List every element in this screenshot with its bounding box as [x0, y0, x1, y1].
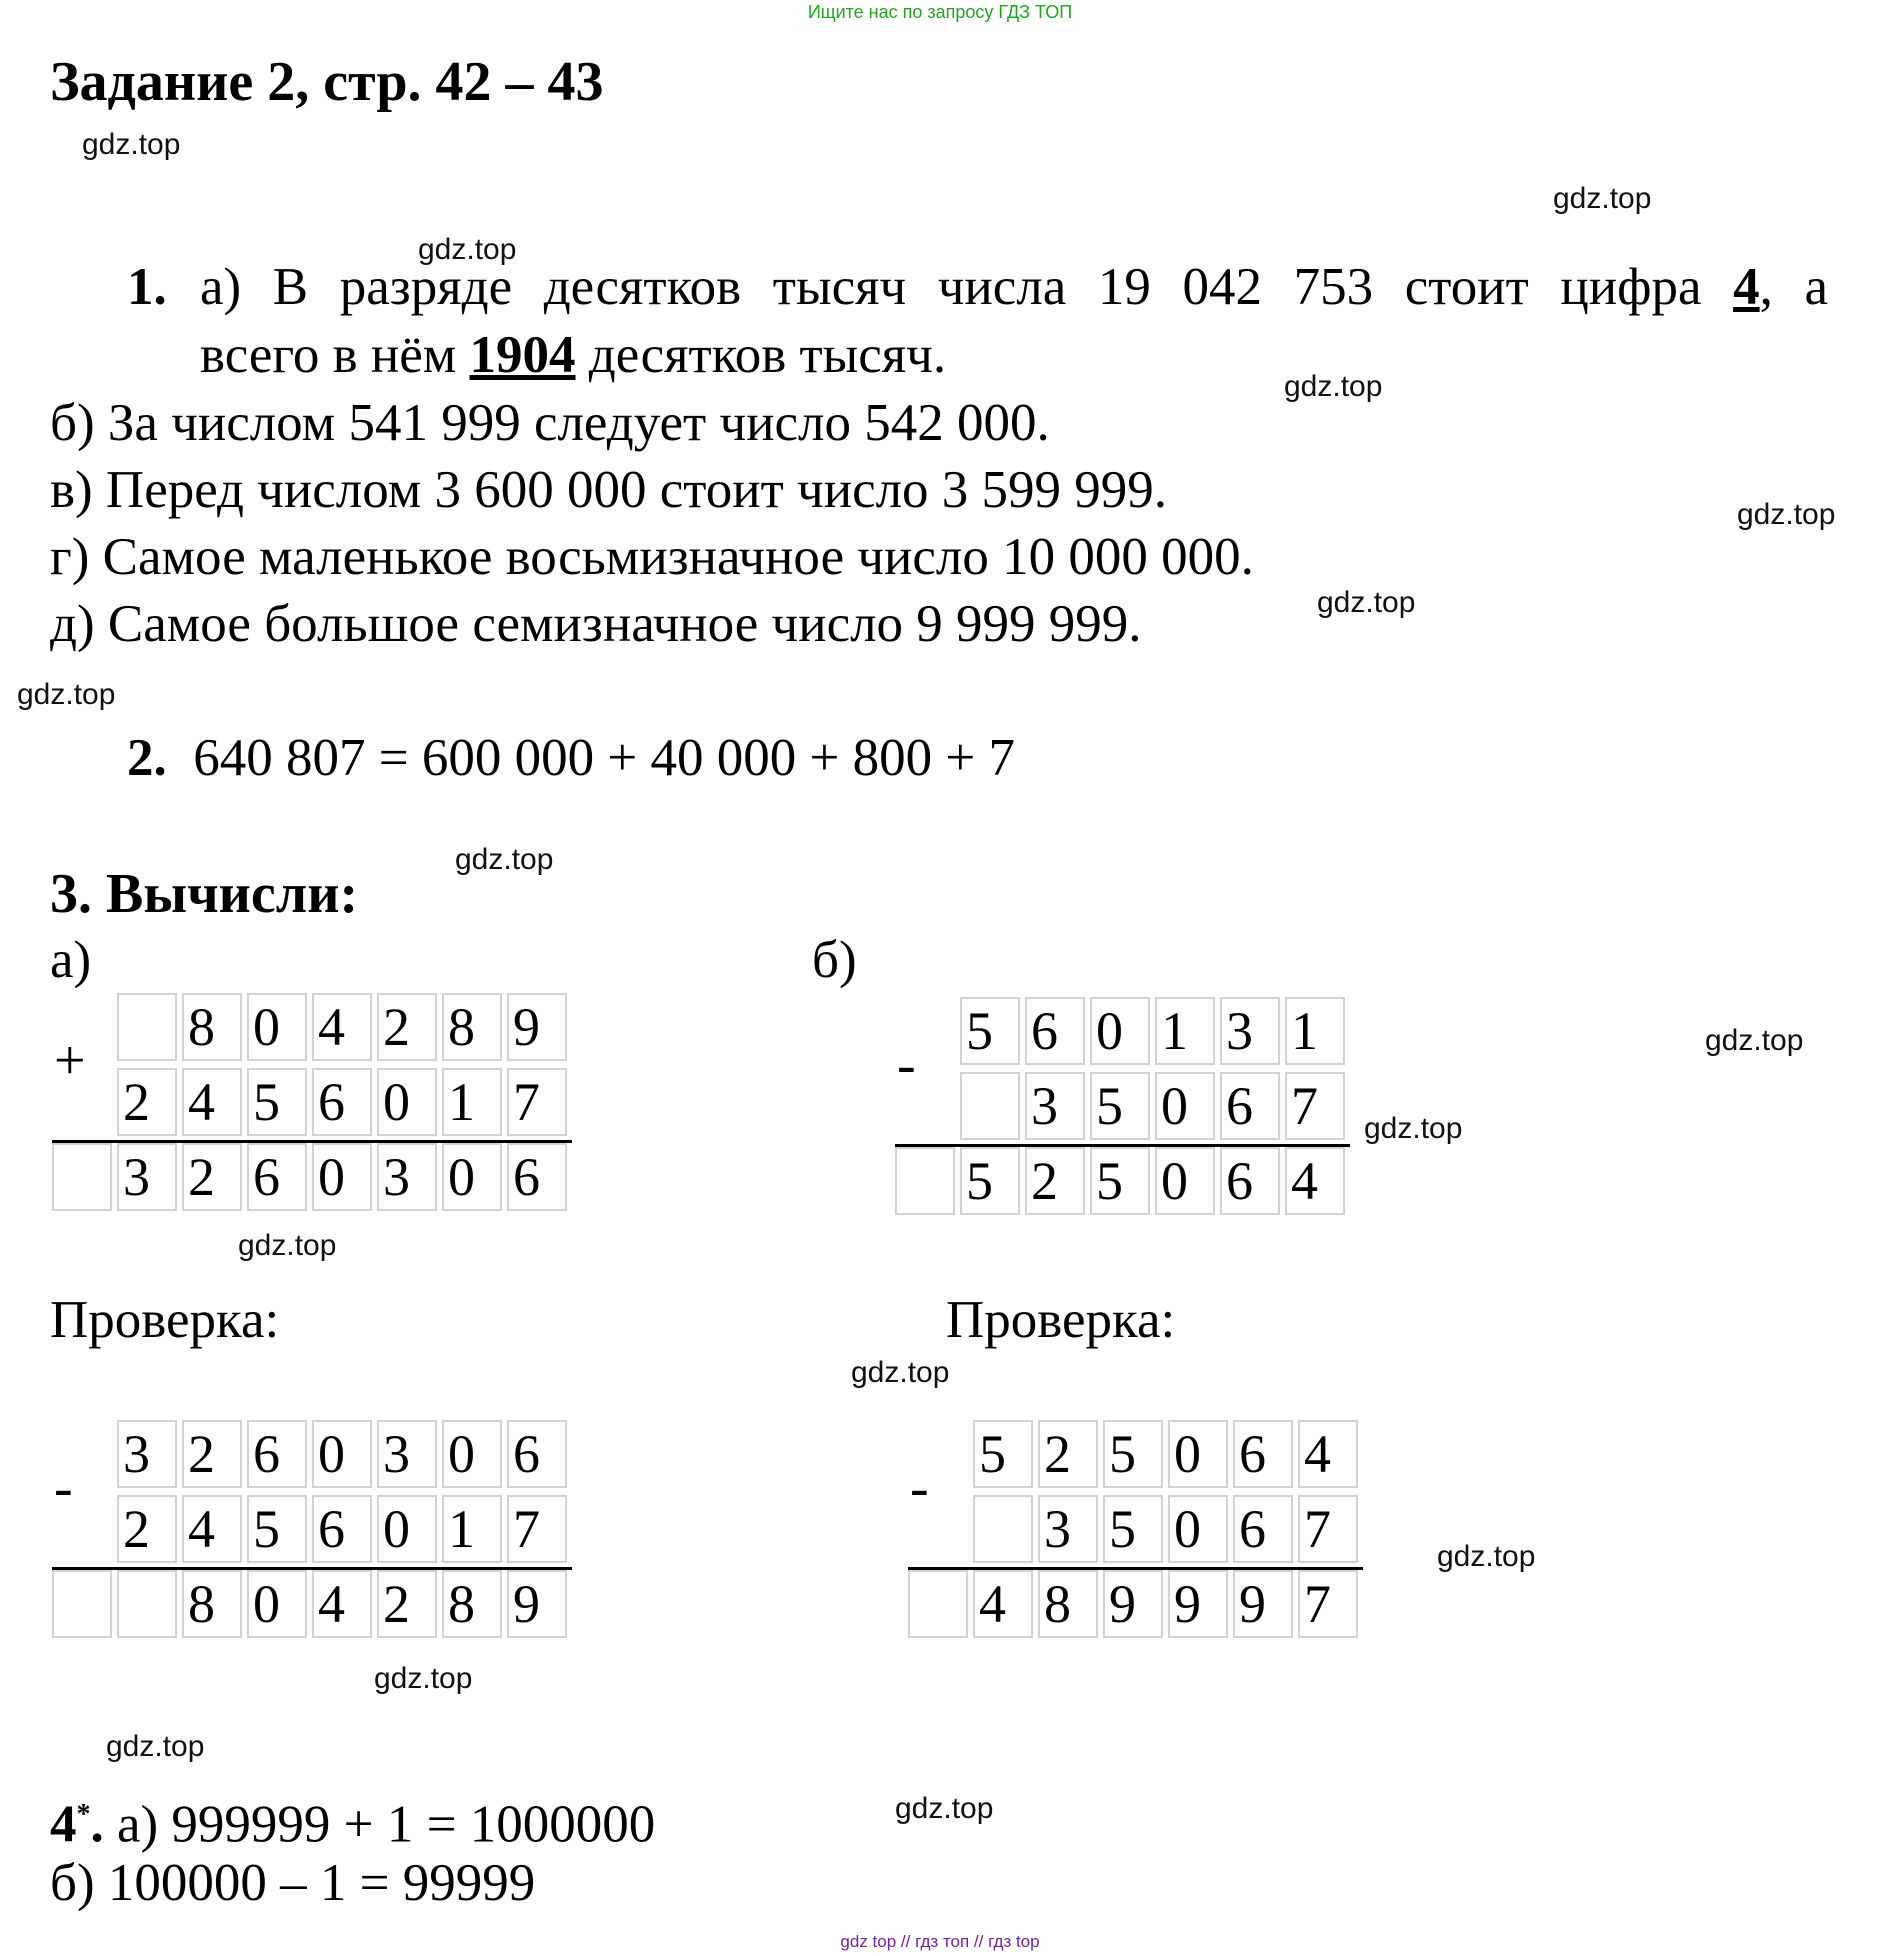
digit-cell: 5: [247, 1068, 307, 1136]
digit-cell: 6: [247, 1143, 307, 1211]
digit-cell: 6: [1025, 997, 1085, 1065]
digit-cell: 0: [1155, 1147, 1215, 1215]
digit-cell: 7: [1285, 1072, 1345, 1140]
task1-a-line1: а) В разряде десятков тысяч числа 19 042 753 стоит цифра 4, а: [200, 258, 1828, 316]
digit-cell: 2: [377, 993, 437, 1061]
task1-g: г) Самое маленькое восьмизначное число 10 000 000.: [50, 528, 1254, 586]
digit-cell: 6: [1220, 1147, 1280, 1215]
digit-cell: 4: [1285, 1147, 1345, 1215]
digit-cell: 9: [507, 1570, 567, 1638]
task2: 2. 640 807 = 600 000 + 40 000 + 800 + 7: [127, 729, 1016, 787]
digit-cell: 1: [442, 1068, 502, 1136]
digit-cell: 0: [442, 1143, 502, 1211]
digit-cell: 4: [182, 1495, 242, 1563]
digit-cell: 2: [182, 1420, 242, 1488]
digit-cell: 4: [182, 1068, 242, 1136]
task3-a-check-label: Проверка:: [50, 1291, 280, 1349]
digit-cell: 6: [1233, 1420, 1293, 1488]
digit-cell: 7: [1298, 1495, 1358, 1563]
task4-a: 4*. а) 999999 + 1 = 1000000: [50, 1795, 656, 1854]
task3-a-label: а): [50, 931, 92, 989]
grid-cell: [895, 1147, 955, 1215]
grid-cell: [52, 1143, 112, 1211]
digit-cell: 3: [1025, 1072, 1085, 1140]
task1-a-digit: 4: [1733, 258, 1760, 316]
digit-cell: 6: [1220, 1072, 1280, 1140]
watermark: gdz.top: [17, 678, 116, 711]
watermark: gdz.top: [1364, 1112, 1463, 1145]
digit-cell: [117, 1570, 177, 1638]
digit-cell: 7: [507, 1068, 567, 1136]
digit-cell: 5: [1103, 1495, 1163, 1563]
watermark: gdz.top: [238, 1229, 337, 1262]
digit-cell: 8: [442, 1570, 502, 1638]
digit-cell: 9: [1168, 1570, 1228, 1638]
digit-cell: 1: [1155, 997, 1215, 1065]
digit-cell: 0: [442, 1420, 502, 1488]
watermark: gdz.top: [895, 1792, 994, 1825]
minus-sign: -: [54, 1457, 73, 1519]
digit-cell: 0: [247, 993, 307, 1061]
digit-cell: 0: [377, 1068, 437, 1136]
digit-cell: 9: [1103, 1570, 1163, 1638]
watermark: gdz.top: [1437, 1540, 1536, 1573]
digit-cell: [973, 1495, 1033, 1563]
watermark: gdz.top: [106, 1730, 205, 1763]
digit-cell: 3: [1038, 1495, 1098, 1563]
digit-cell: 8: [182, 1570, 242, 1638]
digit-cell: 3: [377, 1420, 437, 1488]
digit-cell: 2: [377, 1570, 437, 1638]
digit-cell: 2: [1038, 1420, 1098, 1488]
task4-b: б) 100000 – 1 = 99999: [50, 1854, 536, 1912]
watermark: gdz.top: [1553, 182, 1652, 215]
digit-cell: 7: [1298, 1570, 1358, 1638]
digit-cell: 0: [1168, 1420, 1228, 1488]
sum-line: [52, 1567, 572, 1570]
watermark: gdz.top: [851, 1356, 950, 1389]
watermark: gdz.top: [82, 128, 181, 161]
grid-cell: [52, 1570, 112, 1638]
digit-cell: [117, 993, 177, 1061]
digit-cell: 6: [312, 1495, 372, 1563]
watermark: gdz.top: [455, 843, 554, 876]
digit-cell: 1: [1285, 997, 1345, 1065]
sum-line: [908, 1567, 1363, 1570]
digit-cell: 3: [117, 1143, 177, 1211]
digit-cell: 0: [312, 1420, 372, 1488]
watermark: gdz.top: [1317, 586, 1416, 619]
search-hint-banner: Ищите нас по запросу ГДЗ ТОП: [807, 2, 1073, 22]
digit-cell: 6: [312, 1068, 372, 1136]
digit-cell: 0: [247, 1570, 307, 1638]
digit-cell: 4: [312, 993, 372, 1061]
digit-cell: 5: [247, 1495, 307, 1563]
digit-cell: 3: [117, 1420, 177, 1488]
digit-cell: 6: [247, 1420, 307, 1488]
footer-watermark: gdz top // гдз топ // гдз top: [840, 1932, 1040, 1951]
task1-v: в) Перед числом 3 600 000 стоит число 3 599 999.: [50, 461, 1168, 519]
digit-cell: 8: [442, 993, 502, 1061]
digit-cell: 3: [377, 1143, 437, 1211]
plus-sign: +: [54, 1030, 86, 1092]
digit-cell: 6: [507, 1143, 567, 1211]
digit-cell: 4: [312, 1570, 372, 1638]
task1-b: б) За числом 541 999 следует число 542 000.: [50, 394, 1050, 452]
digit-cell: 5: [973, 1420, 1033, 1488]
digit-cell: 8: [182, 993, 242, 1061]
task3-b-check-label: Проверка:: [946, 1291, 1176, 1349]
digit-cell: 2: [1025, 1147, 1085, 1215]
digit-cell: 8: [1038, 1570, 1098, 1638]
digit-cell: 0: [1168, 1495, 1228, 1563]
digit-cell: 9: [507, 993, 567, 1061]
digit-cell: 5: [960, 997, 1020, 1065]
digit-cell: 1: [442, 1495, 502, 1563]
digit-cell: 0: [377, 1495, 437, 1563]
digit-cell: 5: [1090, 1147, 1150, 1215]
digit-cell: 4: [1298, 1420, 1358, 1488]
watermark: gdz.top: [374, 1662, 473, 1695]
minus-sign: -: [897, 1034, 916, 1096]
digit-cell: 3: [1220, 997, 1280, 1065]
digit-cell: 2: [117, 1068, 177, 1136]
digit-cell: 2: [117, 1495, 177, 1563]
sum-line: [52, 1140, 572, 1143]
digit-cell: 7: [507, 1495, 567, 1563]
watermark: gdz.top: [418, 233, 517, 266]
task3-title: 3. Вычисли:: [50, 863, 359, 925]
digit-cell: 5: [1090, 1072, 1150, 1140]
digit-cell: 2: [182, 1143, 242, 1211]
watermark: gdz.top: [1737, 498, 1836, 531]
digit-cell: 0: [312, 1143, 372, 1211]
watermark: gdz.top: [1284, 370, 1383, 403]
digit-cell: 5: [960, 1147, 1020, 1215]
digit-cell: 4: [973, 1570, 1033, 1638]
digit-cell: 5: [1103, 1420, 1163, 1488]
watermark: gdz.top: [1705, 1024, 1804, 1057]
digit-cell: 9: [1233, 1570, 1293, 1638]
digit-cell: [960, 1072, 1020, 1140]
minus-sign: -: [910, 1457, 929, 1519]
page-title: Задание 2, стр. 42 – 43: [50, 51, 604, 113]
grid-cell: [908, 1570, 968, 1638]
digit-cell: 6: [1233, 1495, 1293, 1563]
digit-cell: 6: [507, 1420, 567, 1488]
digit-cell: 0: [1090, 997, 1150, 1065]
digit-cell: 0: [1155, 1072, 1215, 1140]
task1-number: 1.: [127, 258, 167, 316]
task1-a-line2: всего в нём 1904 десятков тысяч.: [200, 326, 947, 384]
task1-a-count: 1904: [469, 326, 576, 384]
task1-d: д) Самое большое семизначное число 9 999 999.: [50, 595, 1142, 653]
task3-b-label: б): [812, 931, 857, 989]
sum-line: [895, 1144, 1350, 1147]
